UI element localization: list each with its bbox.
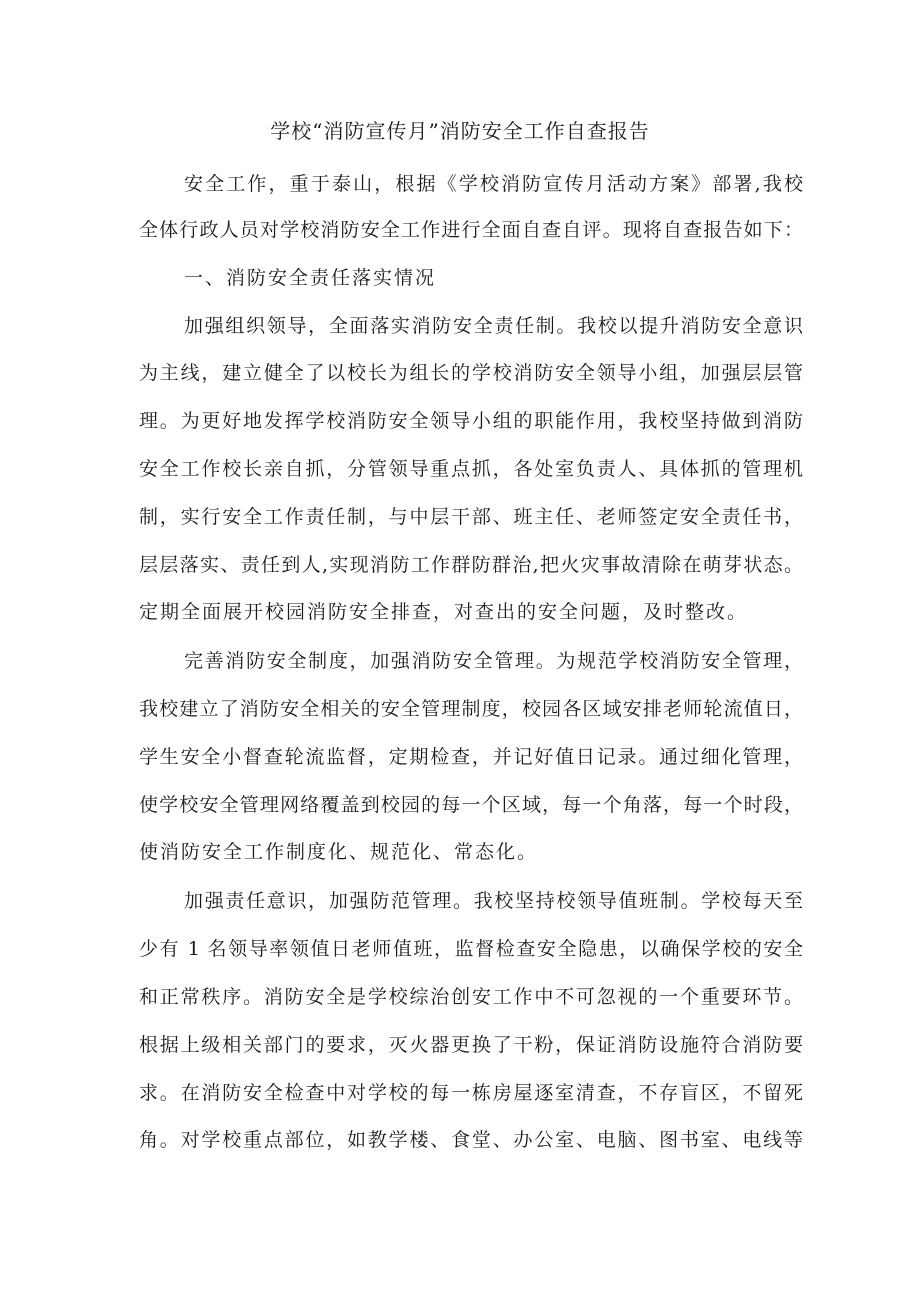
paragraph-line: 我校建立了消防安全相关的安全管理制度，校园各区域安排老师轮流值日， xyxy=(139,698,803,720)
paragraph-line: 安全工作，重于泰山，根据《学校消防宣传月活动方案》部署,我校 xyxy=(184,173,803,195)
paragraph-line: 理。为更好地发挥学校消防安全领导小组的职能作用，我校坚持做到消防 xyxy=(139,410,803,432)
paragraph-line: 层层落实、责任到人,实现消防工作群防群治,把火灾事故清除在萌芽状态。 xyxy=(139,554,803,576)
paragraph-line: 少有 1 名领导率领值日老师值班，监督检查安全隐患，以确保学校的安全 xyxy=(139,938,803,960)
paragraph-line: 加强组织领导，全面落实消防安全责任制。我校以提升消防安全意识 xyxy=(184,315,803,337)
paragraph-line: 完善消防安全制度，加强消防安全管理。为规范学校消防安全管理， xyxy=(184,650,803,672)
paragraph-line: 制，实行安全工作责任制，与中层干部、班主任、老师签定安全责任书， xyxy=(139,506,803,528)
paragraph-line: 学生安全小督查轮流监督，定期检查，并记好值日记录。通过细化管理， xyxy=(139,746,803,768)
paragraph-line: 定期全面展开校园消防安全排查，对查出的安全问题，及时整改。 xyxy=(139,601,749,623)
document-title: 学校“消防宣传月”消防安全工作自查报告 xyxy=(270,119,650,143)
paragraph-line: 为主线，建立健全了以校长为组长的学校消防安全领导小组，加强层层管 xyxy=(139,362,803,384)
paragraph-line: 全体行政人员对学校消防安全工作进行全面自查自评。现将自查报告如下： xyxy=(139,219,803,241)
paragraph-line: 安全工作校长亲自抓，分管领导重点抓，各处室负责人、具体抓的管理机 xyxy=(139,458,803,480)
paragraph-line: 角。对学校重点部位，如教学楼、食堂、办公室、电脑、图书室、电线等 xyxy=(139,1129,803,1151)
paragraph-line: 根据上级相关部门的要求，灭火器更换了干粉，保证消防设施符合消防要 xyxy=(139,1034,803,1056)
paragraph-line: 加强责任意识，加强防范管理。我校坚持校领导值班制。学校每天至 xyxy=(184,890,803,912)
paragraph-line: 和正常秩序。消防安全是学校综治创安工作中不可忽视的一个重要环节。 xyxy=(139,986,803,1008)
paragraph-line: 使消防安全工作制度化、规范化、常态化。 xyxy=(139,841,539,863)
section-heading: 一、消防安全责任落实情况 xyxy=(184,267,437,289)
paragraph-line: 使学校安全管理网络覆盖到校园的每一个区域，每一个角落，每一个时段， xyxy=(139,794,803,816)
paragraph-line: 求。在消防安全检查中对学校的每一栋房屋逐室清查，不存盲区，不留死 xyxy=(139,1082,803,1104)
